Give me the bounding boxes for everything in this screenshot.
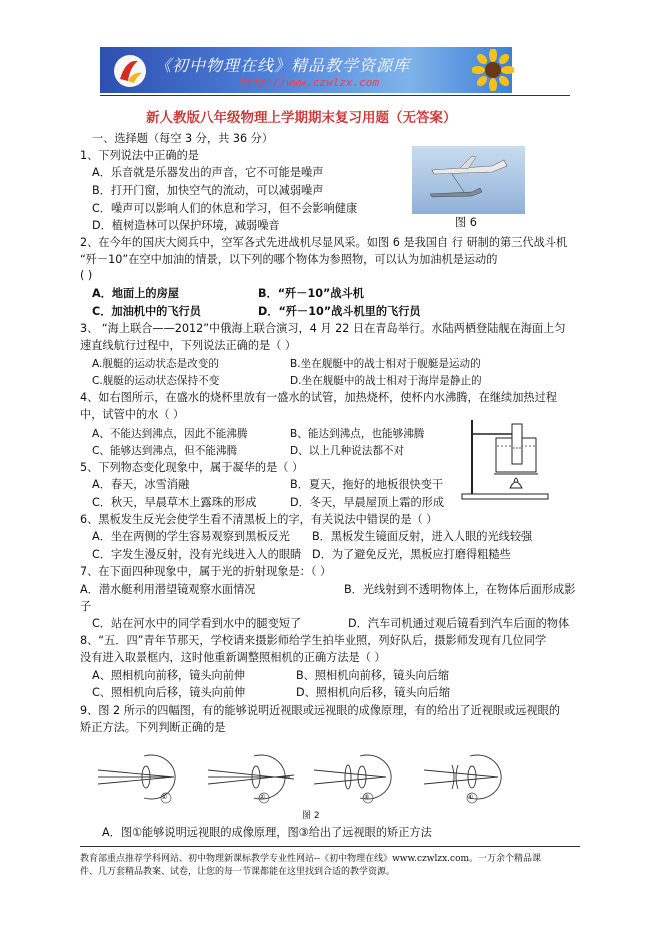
figure2-caption: 图 2 [302, 811, 320, 821]
figure2-label-3: ③ [363, 793, 370, 801]
q1-stem: 1、下列说法中正确的是 [80, 149, 199, 162]
footer-line2: 件、几万套精品教案、试卷，让您的每一节课都能在这里找到合适的教学资源。 [80, 867, 396, 877]
q3-line1: 3、 “海上联合——2012”中俄海上联合演习，4 月 22 日在青岛举行。水陆两栖登陆舰在海面上匀 [80, 322, 566, 335]
q3-option-a[interactable]: A.舰艇的运动状态是改变的 [92, 358, 219, 370]
q5-stem: 5、下列物态变化现象中，属于凝华的是（ ） [80, 461, 304, 474]
q1-option-d[interactable]: D．植树造林可以保护环境，减弱噪音 [92, 219, 280, 232]
q5-option-a[interactable]: A．春天，冰雪消融 [92, 478, 190, 491]
q8-option-b[interactable]: B、照相机向前移，镜头向后缩 [296, 669, 450, 682]
figure6-caption: 图 6 [455, 216, 477, 229]
q3-option-d[interactable]: D.坐在舰艇中的战士相对于海岸是静止的 [290, 375, 482, 387]
banner-url[interactable]: http://www.czwlzx.com [240, 76, 380, 89]
q8-option-d[interactable]: D、照相机向后移，镜头向后缩 [296, 686, 451, 699]
q4-option-d[interactable]: D、以上几种说法都不对 [290, 445, 405, 457]
q6-option-d[interactable]: D．为了避免反光，黑板应打磨得粗糙些 [312, 548, 511, 561]
q7-option-c[interactable]: C．站在河水中的同学看到水中的腿变短了 [92, 617, 302, 630]
q7-option-b[interactable]: B．光线射到不透明物体上，在物体后面形成影 [344, 583, 576, 596]
q5-option-d[interactable]: D．冬天，早晨屋顶上霜的形成 [290, 496, 445, 509]
q8-line2: 没有进入取景框内，这时他重新调整照相机的正确方法是（ ） [80, 651, 386, 664]
figure6-photo [412, 146, 525, 214]
q4-line2: 中，试管中的水（ ） [80, 408, 185, 421]
footer-rule [80, 846, 580, 847]
q4-option-c[interactable]: C、能够达到沸点，但不能沸腾 [92, 445, 238, 457]
q9-line1: 9、图 2 所示的四幅图，有的能够说明近视眼或远视眼的成像原理，有的给出了近视眼或远视眼的 [80, 704, 561, 717]
footer-line1: 教育部重点推荐学科网站、初中物理新课标教学专业性网站--《初中物理在线》www.czwlzx.com。一万余个精品课 [80, 854, 542, 864]
q6-stem: 6、黑板发生反光会使学生看不清黑板上的字，有关说法中错误的是（ ） [80, 513, 438, 526]
q7-option-b-cont: 子 [80, 600, 92, 613]
q2-line1: 2、在今年的国庆大阅兵中，空军各式先进战机尽显风采。如图 6 是我国自 行 研制的第三代战斗机 [80, 236, 568, 249]
q2-option-b[interactable]: B．“歼－10”战斗机 [258, 287, 364, 300]
q2-answer-paren: ( ) [80, 269, 93, 282]
q9-line2: 矫正方法。下列判断正确的是 [80, 721, 226, 734]
sunflower-icon [472, 49, 514, 91]
q5-option-b[interactable]: B．夏天，拖好的地板很快变干 [290, 478, 444, 491]
figure2-label-4: ④ [467, 793, 474, 801]
q3-option-c[interactable]: C.舰艇的运动状态保持不变 [92, 375, 220, 387]
q1-option-a[interactable]: A．乐音就是乐器发出的声音，它不可能是噪声 [92, 166, 324, 179]
q3-line2: 速直线航行过程中，下列说法正确的是（ ） [80, 339, 297, 352]
q8-line1: 8、“五．四”青年节那天，学校请来摄影师给学生拍毕业照，列好队后，摄影师发现有几位同学 [80, 634, 547, 647]
q6-option-c[interactable]: C．字发生漫反射，没有光线进入人的眼睛 [92, 548, 302, 561]
q7-option-a[interactable]: A．潜水艇利用潜望镜观察水面情况 [80, 583, 256, 596]
document-title: 新人教版八年级物理上学期期末复习用题（无答案） [146, 110, 457, 126]
q3-option-b[interactable]: B.坐在舰艇中的战士相对于舰艇是运动的 [290, 358, 481, 370]
q2-option-a[interactable]: A．地面上的房屋 [92, 287, 179, 300]
header-rule [100, 95, 570, 96]
jet-icon [412, 146, 525, 214]
figure2-label-1: ① [161, 793, 168, 801]
boiling-apparatus-figure [460, 416, 550, 500]
q6-option-a[interactable]: A．坐在两侧的学生容易观察到黑板反光 [92, 530, 290, 543]
logo-icon [112, 53, 148, 89]
q1-option-c[interactable]: C．噪声可以影响人们的休息和学习，但不会影响健康 [92, 202, 358, 215]
q2-option-c[interactable]: C．加油机中的飞行员 [92, 305, 201, 318]
q1-option-b[interactable]: B．打开门窗，加快空气的流动，可以减弱噪声 [92, 184, 324, 197]
q2-option-d[interactable]: D．“歼－10”战斗机里的飞行员 [258, 305, 421, 318]
q8-option-c[interactable]: C、照相机向后移，镜头向前伸 [92, 686, 246, 699]
q7-stem: 7、在下面四种现象中，属于光的折射现象是：（ ） [80, 565, 332, 578]
banner-title: 《初中物理在线》精品教学资源库 [155, 56, 411, 75]
q2-line2: “歼－10”在空中加油的情景，以下列的哪个物体为参照物，可以认为加油机是运动的 [80, 253, 498, 266]
q6-option-b[interactable]: B．黑板发生镜面反射，进入人眼的光线较强 [312, 530, 533, 543]
section-heading: 一、选择题（每空 3 分，共 36 分） [92, 132, 274, 145]
q4-line1: 4、如右图所示，在盛水的烧杯里放有一盛水的试管，加热烧杯，使杯内水沸腾，在继续加热过程 [80, 391, 557, 404]
q7-option-d[interactable]: D．汽车司机通过观后镜看到汽车后面的物体 [348, 617, 570, 630]
q4-option-b[interactable]: B、能达到沸点，也能够沸腾 [290, 428, 425, 440]
q8-option-a[interactable]: A、照相机向前移，镜头向前伸 [92, 669, 246, 682]
q5-option-c[interactable]: C．秋天，早晨草木上露珠的形成 [92, 496, 257, 509]
q9-option-a[interactable]: A．图①能够说明远视眼的成像原理，图③给出了远视眼的矫正方法 [102, 826, 432, 839]
q4-option-a[interactable]: A、不能达到沸点，因此不能沸腾 [92, 428, 248, 440]
figure2-label-2: ② [259, 793, 266, 801]
